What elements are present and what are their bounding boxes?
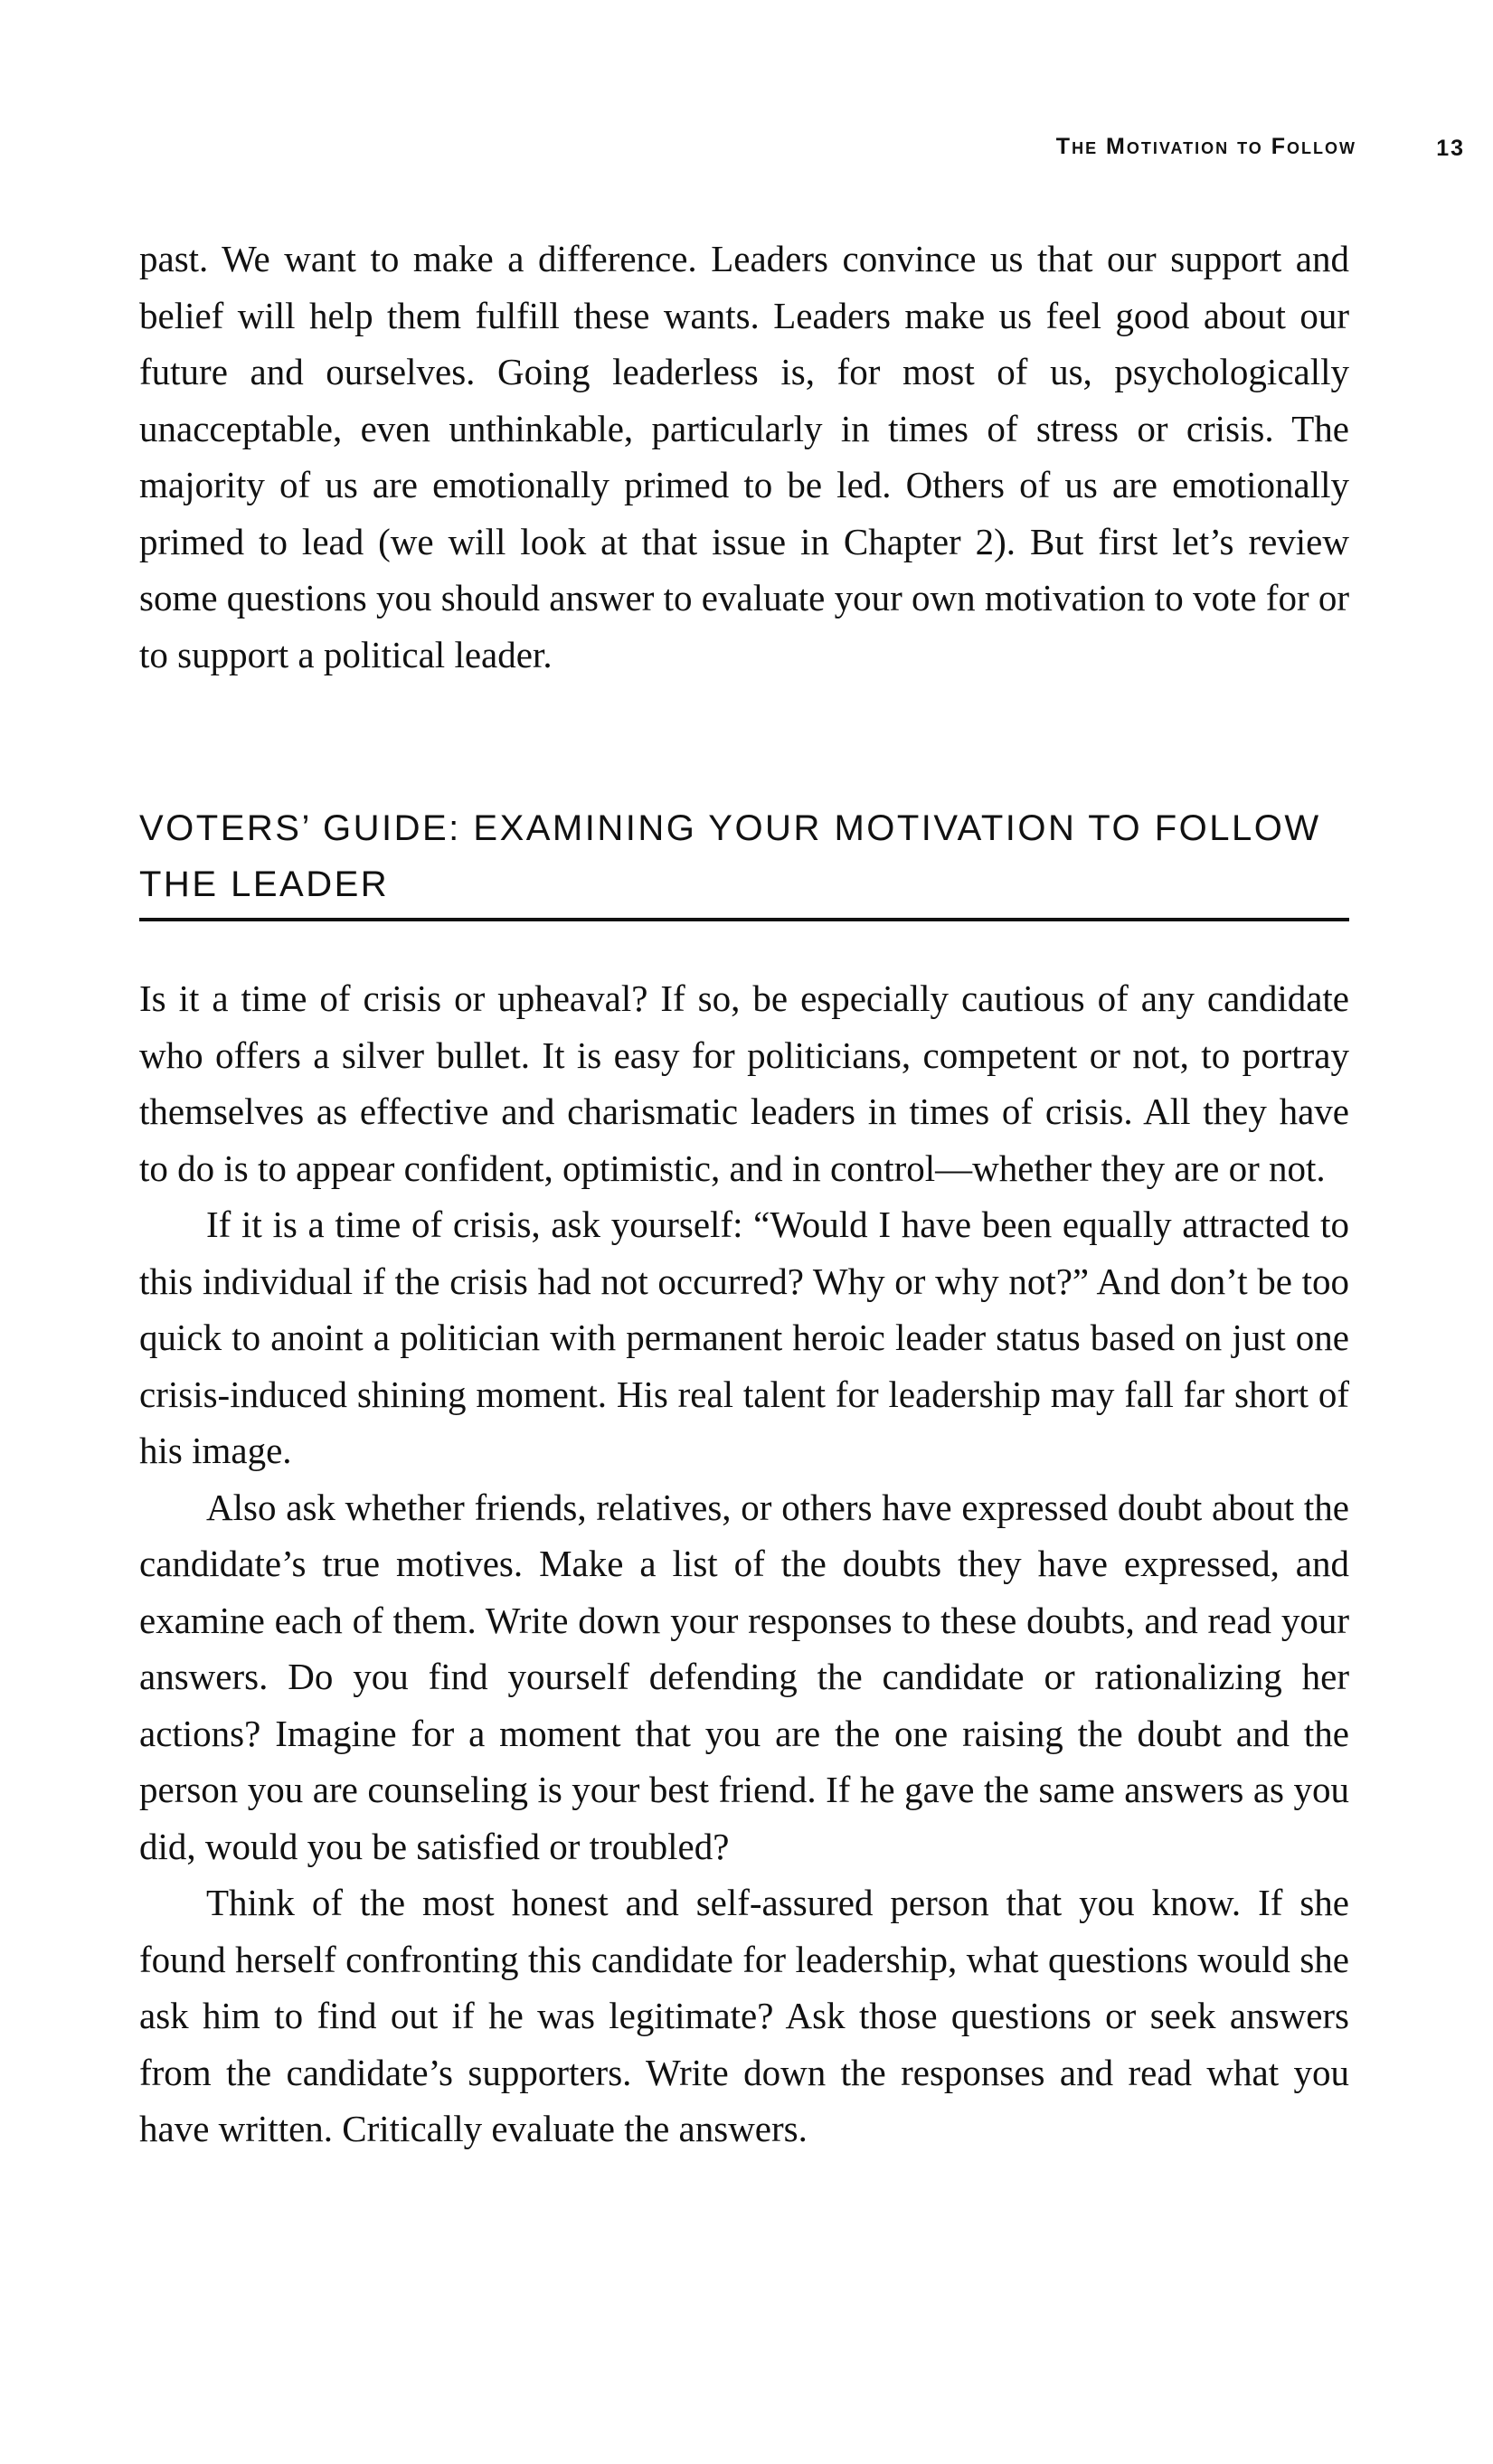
intro-text-block (139, 231, 1349, 683)
section-paragraph-1: Is it a time of crisis or upheaval? If so, be especially cautious of any candidate who offers a silver bullet. It is easy for politicians, competent or not, to portray themselves as effective and charismatic leaders in times of crisis. All they have to do is to appear confident, optimistic, and in control—whether they are or not. (139, 977, 1349, 1189)
page-number: 13 (1436, 136, 1465, 161)
section-text-block (139, 970, 1349, 2157)
section-paragraph-4: Think of the most honest and self-assured person that you know. If she found herself confronting this candidate for leadership, what questions would she ask him to find out if he was legitimate? Ask those questions or seek answers from the candidate’s supporters. Write down the responses and read what you have written. Critically evaluate the answers. (139, 1882, 1349, 2149)
intro-paragraph: past. We want to make a difference. Leaders convince us that our support and belief will help them fulfill these wants. Leaders make us feel good about our future and ourselves. Going leaderless is, for most of us, psychologically unacceptable, even unthinkable, particularly in times of stress or crisis. The majority of us are emotionally primed to be led. Others of us are emotionally primed to lead (we will look at that issue in Chapter 2). But first let’s review some questions you should answer to evaluate your own motivation to vote for or to support a political leader. (139, 238, 1349, 675)
section-heading: VOTERS’ GUIDE: EXAMINING YOUR MOTIVATION TO FOLLOW THE LEADER (139, 800, 1349, 921)
running-head-title: The Motivation to Follow (1055, 134, 1356, 159)
section-paragraph-3: Also ask whether friends, relatives, or others have expressed doubt about the candidate’s true motives. Make a list of the doubts they have expressed, and examine each of them. Write down your responses to these doubts, and read your answers. Do you find yourself defending the candidate or rationalizing her actions? Imagine for a moment that you are the one raising the doubt and the person you are counseling is your best friend. If he gave the same answers as you did, would you be satisfied or troubled? (139, 1486, 1349, 1867)
section-paragraph-2: If it is a time of crisis, ask yourself: “Would I have been equally attracted to this individual if the crisis had not occurred? Why or why not?” And don’t be too quick to anoint a politician with permanent heroic leader status based on just one crisis-induced shining moment. His real talent for leadership may fall far short of his image. (139, 1204, 1349, 1471)
